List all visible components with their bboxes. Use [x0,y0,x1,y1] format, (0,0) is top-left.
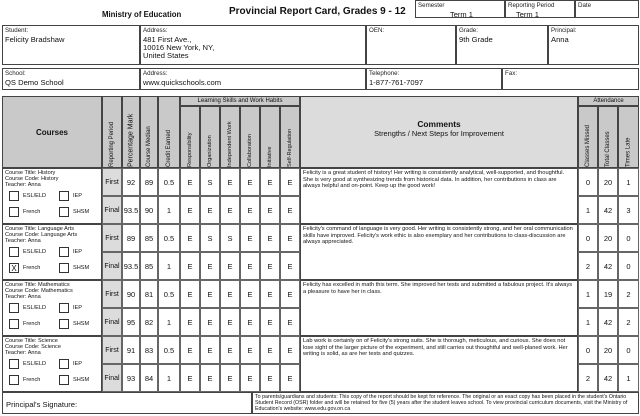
reporting-period-cell: First [102,336,122,364]
iep-checkbox[interactable] [59,303,69,313]
shsm-checkbox[interactable] [59,263,69,273]
skill-cell: E [200,364,220,392]
times-late-cell: 0 [618,336,639,364]
skill-cell: E [220,364,240,392]
course-median-cell: 89 [140,168,158,196]
course-code: Course Code: History [5,176,59,182]
percentage-mark-cell: 93.5 [122,196,140,224]
esl-checkbox[interactable] [9,303,19,313]
comment-cell [300,336,578,392]
times-late-cell: 1 [618,364,639,392]
skill-cell: E [280,336,300,364]
school-address-field: Address: www.quickschools.com [140,68,366,90]
percentage-mark-cell: 91 [122,336,140,364]
esl-label: ESL/ELD [23,249,47,255]
course-title: Course Title: Mathematics [5,282,70,288]
skill-cell: E [200,336,220,364]
classes-missed-cell: 1 [578,308,598,336]
classes-missed-cell: 0 [578,336,598,364]
skill-cell: E [180,196,200,224]
skill-cell: E [280,196,300,224]
skill-cell: E [240,280,260,308]
report-title: Provincial Report Card, Grades 9 - 12 [229,6,406,17]
course-info [2,280,102,336]
footer-note: To parents/guardians and students: This copy of the report should be kept for reference. The original or an exact copy has been placed in the student's Ontario Student Record (OSR) folder and will be retained for five (5) years after the student leaves school. To view provincial curriculum documents, visit the Ministry of Education's website: www.edu.gov.on.ca [252,392,639,414]
skill-cell: E [240,224,260,252]
skill-cell: E [240,196,260,224]
comments-header [300,96,578,168]
course-median-cell: 81 [140,280,158,308]
classes-missed-header: Classes Missed [578,106,598,168]
shsm-checkbox[interactable] [59,319,69,329]
course-teacher: Teacher: Anna [5,350,41,356]
comment-text: Felicity has excelled in math this term. She improved her tests and submitted a fabulous project. It's always a pleasure to have her in class. [303,282,573,295]
skill-cell: E [280,280,300,308]
total-classes-header: Total Classes [598,106,618,168]
credit-earned-cell: 0.5 [158,224,180,252]
percentage-mark-cell: 92 [122,168,140,196]
comment-text: Felicity's command of language is very good. Her writing is consistently strong, and her oral communication skills have improved. Felicity's work ethic is also exemplary and her contributions to class-discussion are always appreciated. [303,226,573,245]
times-late-cell: 0 [618,252,639,280]
total-classes-cell: 20 [598,336,618,364]
total-classes-cell: 20 [598,168,618,196]
skill-cell: E [240,168,260,196]
skill-cell: E [280,364,300,392]
iep-label: IEP [73,193,83,199]
skill-cell: E [240,364,260,392]
comments-subtitle: Strengths / Next Steps for Improvement [374,129,504,138]
credit-earned-cell: 0.5 [158,168,180,196]
credit-earned-cell: 1 [158,196,180,224]
iep-label: IEP [73,249,83,255]
course-median-cell: 85 [140,252,158,280]
credit-earned-cell: 1 [158,308,180,336]
skill-cell: E [180,252,200,280]
skill-cell: E [220,280,240,308]
times-late-cell: 3 [618,196,639,224]
skill-header-0: Responsibility [180,106,200,168]
classes-missed-cell: 1 [578,196,598,224]
skill-cell: E [260,336,280,364]
esl-label: ESL/ELD [23,193,47,199]
french-label: French [23,321,41,327]
course-teacher: Teacher: Anna [5,294,41,300]
learning-skills-header: Learning Skills and Work Habits [180,96,300,106]
total-classes-cell: 42 [598,308,618,336]
skill-cell: E [260,252,280,280]
shsm-label: SHSM [73,377,90,383]
skill-cell: E [240,308,260,336]
percentage-mark-cell: 90 [122,280,140,308]
shsm-label: SHSM [73,265,90,271]
student-address-field: Address: 481 First Ave., 10016 New York, NY, United States [140,25,366,65]
telephone-field: Telephone: 1-877-761-7097 [366,68,502,90]
esl-checkbox[interactable] [9,191,19,201]
credit-earned-cell: 0.5 [158,336,180,364]
skill-cell: E [280,252,300,280]
reporting-period-cell: Final [102,252,122,280]
skill-cell: E [200,308,220,336]
total-classes-cell: 19 [598,280,618,308]
school-field: School: QS Demo School [2,68,140,90]
skill-cell: E [280,224,300,252]
course-title: Course Title: Language Arts [5,226,75,232]
iep-checkbox[interactable] [59,247,69,257]
reporting-period-cell: First [102,224,122,252]
skill-header-4: Initiative [260,106,280,168]
course-info [2,224,102,280]
course-median-cell: 82 [140,308,158,336]
skill-cell: E [180,364,200,392]
comments-title: Comments [417,119,461,129]
french-checkbox[interactable]: X [9,263,19,273]
shsm-checkbox[interactable] [59,207,69,217]
reporting-period-cell: First [102,280,122,308]
iep-checkbox[interactable] [59,359,69,369]
percentage-mark-cell: 93.5 [122,252,140,280]
fax-field: Fax: [502,68,639,90]
semester-box: Semester Term 1 [415,0,505,18]
grade-field: Grade: 9th Grade [456,25,548,65]
skill-header-1: Organization [200,106,220,168]
classes-missed-cell: 2 [578,364,598,392]
skill-header-2: Independent Work [220,106,240,168]
courses-header: Courses [2,96,102,168]
signature-label: Principal's Signature: [6,400,78,409]
percentage-mark-cell: 89 [122,224,140,252]
esl-checkbox[interactable] [9,359,19,369]
skill-cell: E [180,308,200,336]
esl-checkbox[interactable] [9,247,19,257]
skill-cell: E [200,280,220,308]
ministry-title: Ministry of Education [102,10,182,19]
skill-cell: E [220,308,240,336]
skill-cell: E [260,224,280,252]
oen-field: OEN: [366,25,456,65]
course-median-cell: 83 [140,336,158,364]
skill-header-5: Self-Regulation [280,106,300,168]
classes-missed-cell: 0 [578,168,598,196]
course-median-cell: 84 [140,364,158,392]
comment-cell [300,168,578,224]
student-field: Student: Felicity Bradshaw [2,25,140,65]
skill-cell: S [200,168,220,196]
skill-cell: E [260,280,280,308]
course-code: Course Code: Language Arts [5,232,78,238]
skill-cell: E [260,196,280,224]
times-late-cell: 0 [618,224,639,252]
percentage-mark-header: Percentage Mark [122,96,140,168]
skill-cell: E [220,168,240,196]
comment-cell [300,224,578,280]
comment-text: Lab work is certainly on of Felicity's strong suits. She is thorough, meticulous, and curious. She does not lose sight of the larger picture of the experiment, and still carries out thoughtful and well-planed work. Her writing is solid, as are her tests and quizzes. [303,338,568,357]
skill-cell: E [240,252,260,280]
course-code: Course Code: Mathematics [5,288,73,294]
total-classes-cell: 42 [598,196,618,224]
shsm-label: SHSM [73,209,90,215]
date-box: Date [575,0,639,18]
french-label: French [23,377,41,383]
skill-cell: E [180,168,200,196]
reporting-period-header: Reporting Period [102,96,122,168]
total-classes-cell: 42 [598,364,618,392]
skill-cell: E [180,280,200,308]
course-title: Course Title: History [5,170,56,176]
skill-cell: S [200,224,220,252]
skill-cell: E [200,252,220,280]
reporting-period-cell: Final [102,308,122,336]
times-late-header: Times Late [618,106,639,168]
course-code: Course Code: Science [5,344,61,350]
skill-cell: S [220,224,240,252]
esl-label: ESL/ELD [23,361,47,367]
principal-signature-field[interactable] [2,392,252,414]
iep-checkbox[interactable] [59,191,69,201]
french-label: French [23,265,41,271]
course-median-header: Course Median [140,96,158,168]
percentage-mark-cell: 95 [122,308,140,336]
french-checkbox[interactable] [9,375,19,385]
french-checkbox[interactable] [9,319,19,329]
skill-cell: E [280,168,300,196]
esl-label: ESL/ELD [23,305,47,311]
credit-earned-header: Credit Earned [158,96,180,168]
course-teacher: Teacher: Anna [5,238,41,244]
attendance-header: Attendance [578,96,639,106]
skill-cell: E [220,252,240,280]
total-classes-cell: 42 [598,252,618,280]
reporting-period-cell: First [102,168,122,196]
skill-cell: E [260,168,280,196]
skill-cell: E [280,308,300,336]
skill-cell: E [180,224,200,252]
classes-missed-cell: 2 [578,252,598,280]
skill-cell: E [240,336,260,364]
credit-earned-cell: 1 [158,252,180,280]
skill-cell: E [260,308,280,336]
french-checkbox[interactable] [9,207,19,217]
credit-earned-cell: 1 [158,364,180,392]
french-label: French [23,209,41,215]
course-info [2,336,102,392]
course-teacher: Teacher: Anna [5,182,41,188]
course-median-cell: 90 [140,196,158,224]
course-title: Course Title: Science [5,338,58,344]
total-classes-cell: 20 [598,224,618,252]
times-late-cell: 2 [618,308,639,336]
skill-cell: E [220,196,240,224]
reporting-period-cell: Final [102,364,122,392]
shsm-checkbox[interactable] [59,375,69,385]
classes-missed-cell: 1 [578,280,598,308]
skill-cell: E [260,364,280,392]
skill-cell: E [180,336,200,364]
course-info [2,168,102,224]
times-late-cell: 2 [618,280,639,308]
principal-field: Principal: Anna [548,25,639,65]
skill-cell: E [220,336,240,364]
iep-label: IEP [73,361,83,367]
course-median-cell: 85 [140,224,158,252]
reporting-period-cell: Final [102,196,122,224]
skill-cell: E [200,196,220,224]
skill-header-3: Collaboration [240,106,260,168]
times-late-cell: 1 [618,168,639,196]
comment-text: Felicity is a great student of history! Her writing is consistently analytical, well-supported, and thoughtful. She is very good at synthesizing trends from historical data. In addition, her contributions in class are always helpful and on-point. Keep up the good work! [303,170,565,189]
reporting-period-box: Reporting Period Term 1 [505,0,575,18]
iep-label: IEP [73,305,83,311]
shsm-label: SHSM [73,321,90,327]
comment-cell [300,280,578,336]
classes-missed-cell: 0 [578,224,598,252]
credit-earned-cell: 0.5 [158,280,180,308]
percentage-mark-cell: 93 [122,364,140,392]
